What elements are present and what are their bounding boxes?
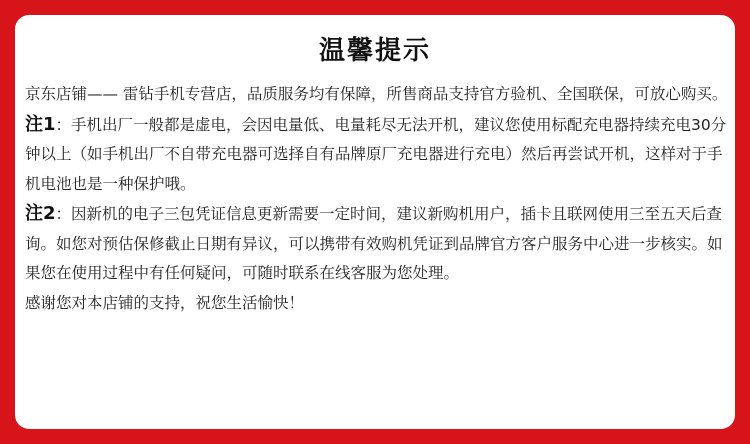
note-2 (25, 199, 729, 289)
notice-panel (15, 15, 735, 429)
closing-text: 感谢您对本店铺的支持，祝您生活愉快！ (25, 293, 305, 312)
note-2-text: ：因新机的电子三包凭证信息更新需要一定时间，建议新购机用户，插卡且联网使用三至五天后查询。如您对预估保修截止日期有异议，可以携带有效购机凭证到品牌官方客户服务中心进一步核实。如果您在使用过程中有任何疑问，可随时联系在线客服为您处理。 (25, 205, 723, 282)
intro-text: 京东店铺—— 雷钻手机专营店，品质服务均有保障，所售商品支持官方验机、全国联保，可放心购买。 (25, 85, 728, 103)
notice-title: 温馨提示 (318, 36, 431, 66)
note-1-label: 注1 (25, 113, 56, 135)
notice-content (25, 80, 729, 318)
note-1 (25, 110, 729, 200)
note-2-label: 注2 (25, 203, 56, 224)
note-1-text: ：手机出厂一般都是虚电，会因电量低、电量耗尽无法开机，建议您使用标配充电器持续充电30分钟以上（如手机出厂不自带充电器可选择自有品牌原厂充电器进行充电）然后再尝试开机，这样对于手机电池也是一种保护哦。 (25, 115, 727, 193)
